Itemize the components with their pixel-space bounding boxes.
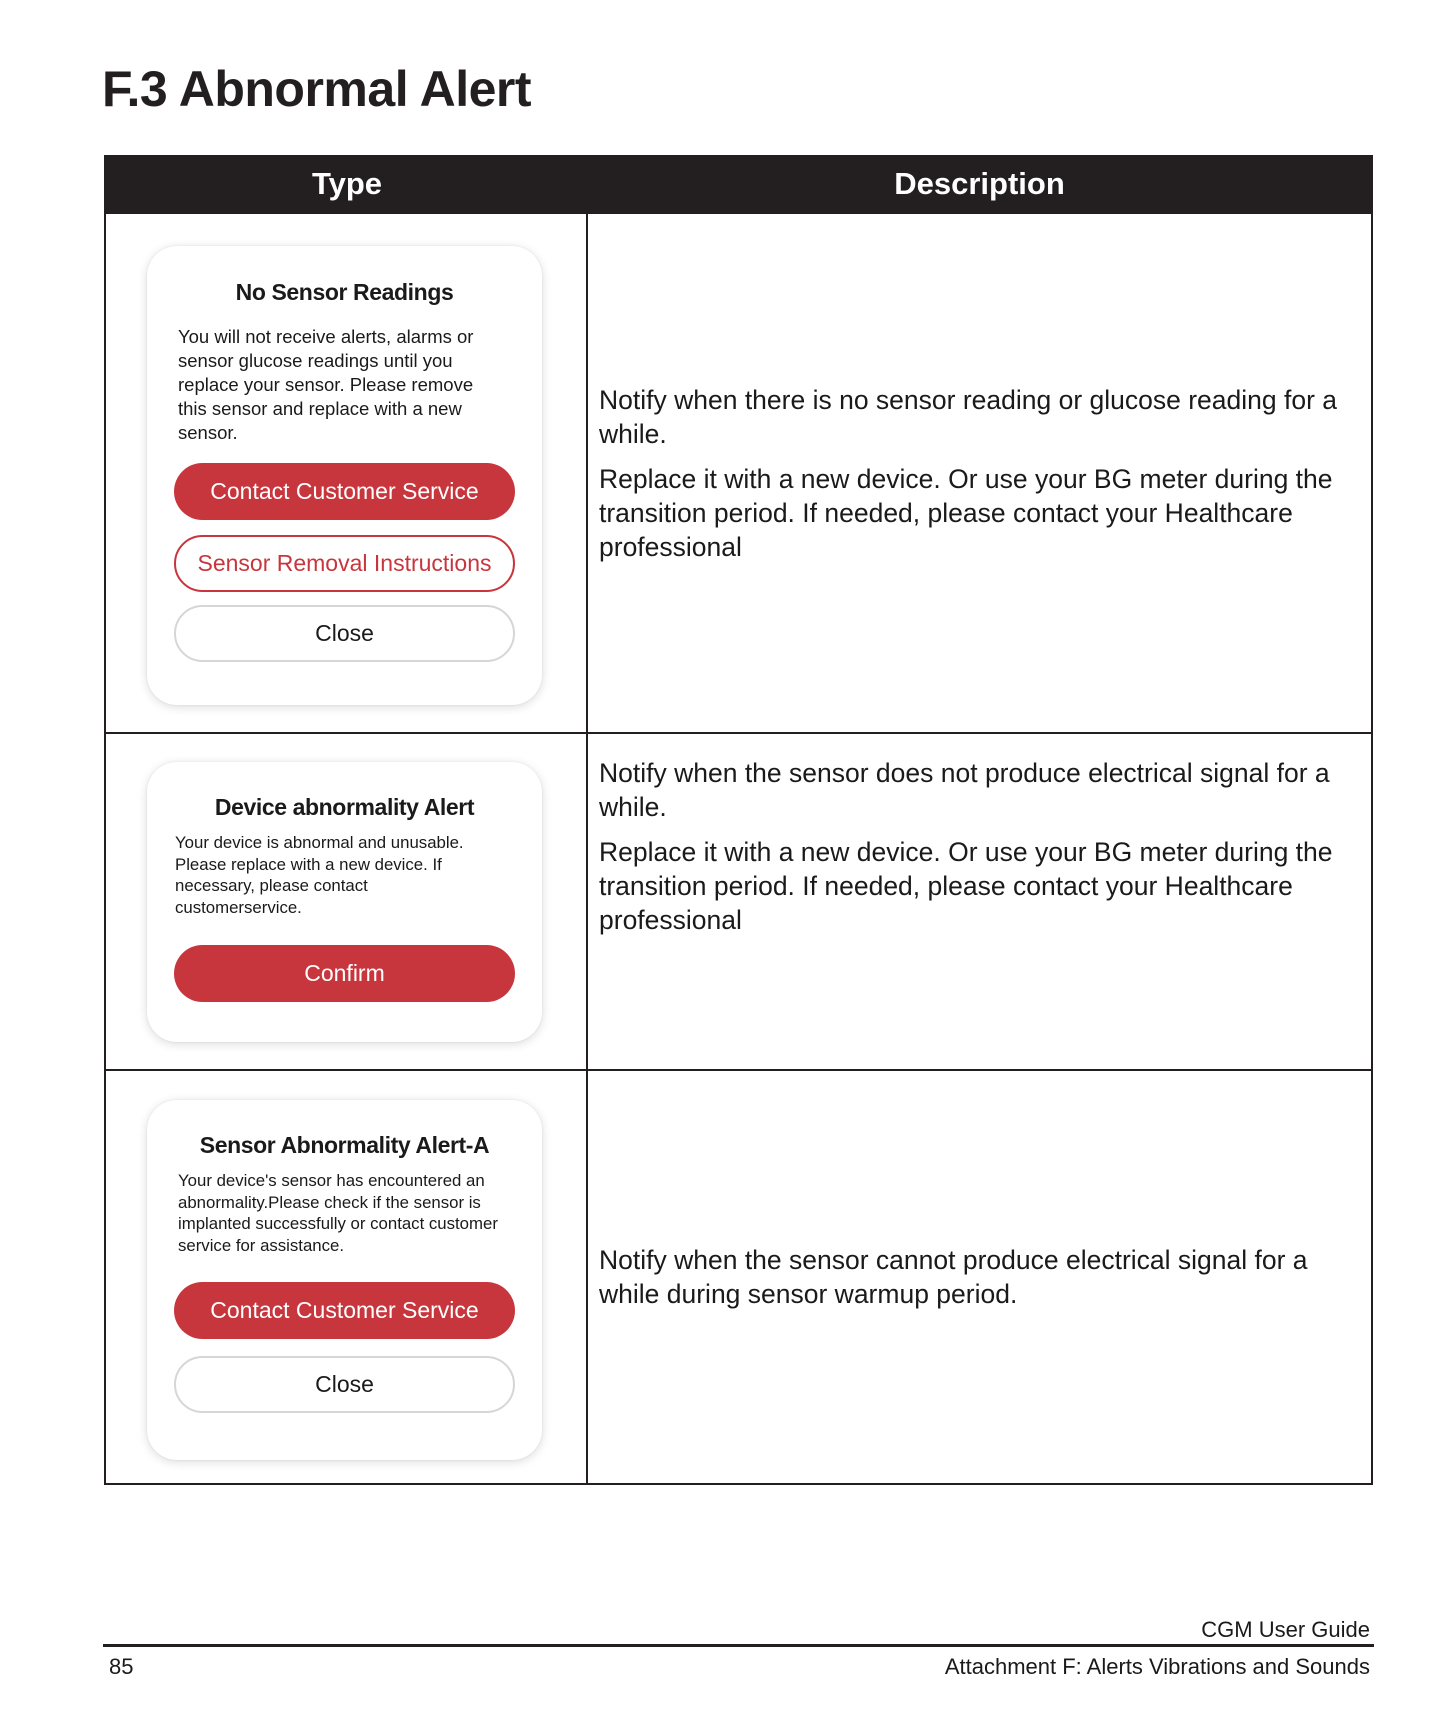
footer-guide-title: CGM User Guide <box>1201 1617 1370 1642</box>
type-cell <box>106 1071 588 1483</box>
dialog-message: You will not receive alerts, alarms or sensor glucose readings until you replace your sensor. Please remove this sensor and replace with a new sensor. <box>178 326 474 443</box>
footer-chapter-title: Attachment F: Alerts Vibrations and Sounds <box>944 1654 1370 1679</box>
sensor-removal-instructions-button[interactable]: Sensor Removal Instructions <box>174 535 515 592</box>
abnormal-alert-table <box>104 155 1373 1485</box>
description-cell <box>588 1071 1371 1483</box>
dialog-message: Your device is abnormal and unusable. Please replace with a new device. If necessary, please contact customerservice. <box>175 833 464 917</box>
description-text: Notify when the sensor does not produce electrical signal for a while. <box>599 758 1330 822</box>
description-text: Notify when there is no sensor reading or glucose reading for a while. <box>599 384 1338 449</box>
description-text: Notify when the sensor cannot produce electrical signal for a while during sensor warmup period. <box>599 1245 1308 1309</box>
dialog-title: Sensor Abnormality Alert-A <box>199 1132 490 1158</box>
page-number: 85 <box>109 1654 134 1679</box>
page-title: F.3 Abnormal Alert <box>102 61 532 117</box>
description-cell <box>588 734 1371 1069</box>
column-header-description: Description <box>894 165 1065 201</box>
close-button[interactable]: Close <box>174 1356 515 1413</box>
dialog-title: Device abnormality Alert <box>214 794 475 820</box>
type-cell <box>106 734 588 1069</box>
table-header <box>106 155 1371 212</box>
type-cell <box>106 214 588 732</box>
contact-customer-service-button[interactable]: Contact Customer Service <box>174 1282 515 1339</box>
description-text: Replace it with a new device. Or use your BG meter during the transition period. If needed, please contact your Healthcare professional <box>599 463 1333 562</box>
table-row <box>106 732 1371 1069</box>
description-text: Replace it with a new device. Or use your BG meter during the transition period. If needed, please contact your Healthcare professional <box>599 837 1333 935</box>
footer-divider <box>103 1644 1374 1647</box>
table-row <box>106 1069 1371 1483</box>
alert-dialog-device-abnormality <box>147 762 542 1042</box>
confirm-button[interactable]: Confirm <box>174 945 515 1002</box>
alert-dialog-sensor-abnormality <box>147 1100 542 1460</box>
table-row <box>106 212 1371 732</box>
column-header-type: Type <box>311 165 383 201</box>
dialog-message: Your device's sensor has encountered an abnormality.Please check if the sensor is implanted successfully or contact customer service for assistance. <box>178 1171 498 1255</box>
alert-dialog-no-sensor-readings <box>147 246 542 705</box>
dialog-title: No Sensor Readings <box>235 279 454 305</box>
description-cell <box>588 214 1371 732</box>
close-button[interactable]: Close <box>174 605 515 662</box>
contact-customer-service-button[interactable]: Contact Customer Service <box>174 463 515 520</box>
